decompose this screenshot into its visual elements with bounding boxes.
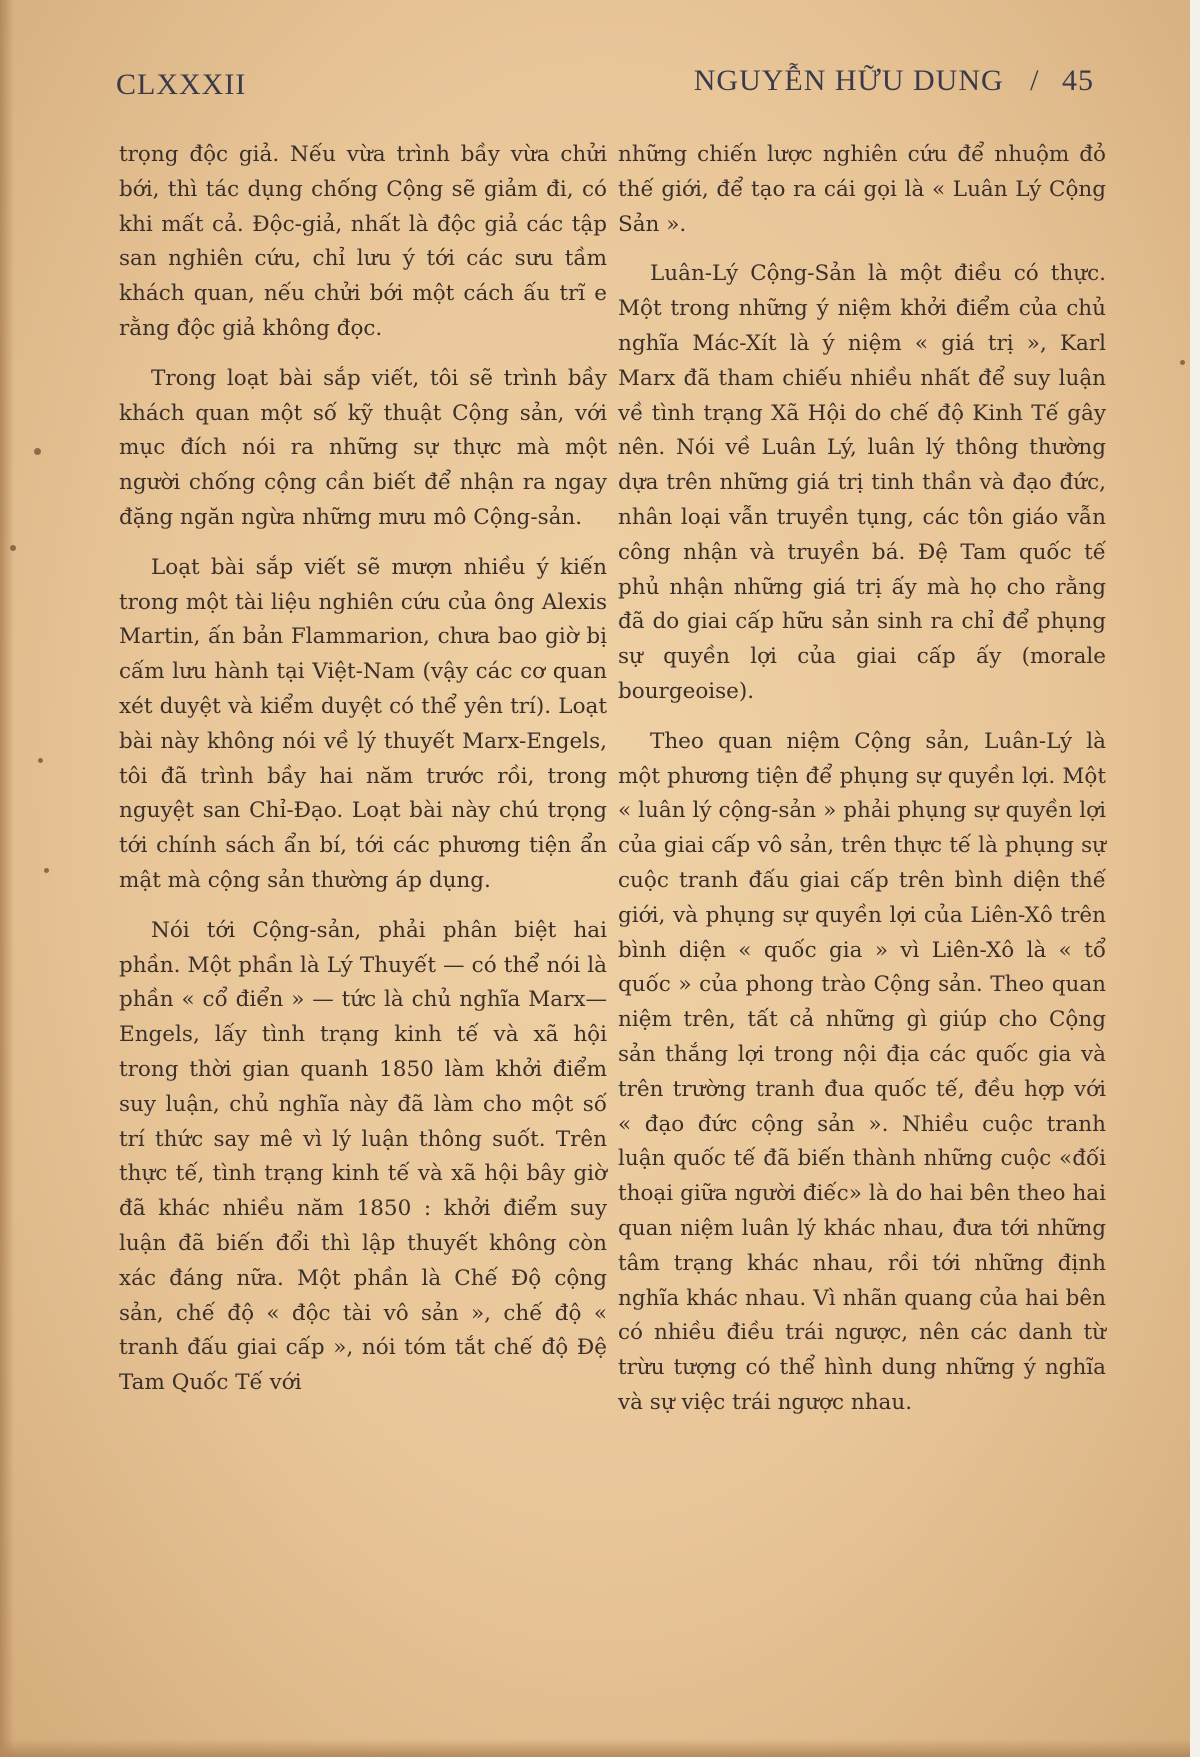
paragraph: Theo quan niệm Cộng sản, Luân-Lý là một phương tiện để phụng sự quyền lợi. Một « luân lý cộng-sản » phải phụng sự quyền lợi của giai cấp vô sản, trên thực tế là phụng sự cuộc tranh đấu giai cấp trên bình diện thế giới, và phụng sự quyền lợi của Liên-Xô trên bình diện « quốc gia » vì Liên-Xô là « tổ quốc » của phong trào Cộng sản. Theo quan niệm trên, tất cả những gì giúp cho Cộng sản thắng lợi trong nội địa các quốc gia và trên trường tranh đua quốc tế, đều hợp với « đạo đức cộng sản ». Nhiều cuộc tranh luận quốc tế đã biến thành những cuộc «đối thoại giữa người điếc» là do hai bên theo hai quan niệm luân lý khác nhau, đưa tới những tâm trạng khác nhau, rồi tới những định nghĩa khác nhau. Vì nhãn quang của hai bên có nhiều điều trái ngược, nên các danh từ trừu tượng có thể hình dung những ý nghĩa và sự việc trái ngược nhau. [618, 728, 1106, 1415]
header-separator: / [1030, 64, 1040, 97]
paper-speck [10, 545, 16, 551]
paragraph: trọng độc giả. Nếu vừa trình bầy vừa chửi bới, thì tác dụng chống Cộng sẽ giảm đi, có khi mất cả. Độc-giả, nhất là độc giả các tập san nghiên cứu, chỉ lưu ý tới các sưu tầm khách quan, nếu chửi bới một cách ấu trĩ e rằng độc giả không đọc. [119, 142, 607, 341]
paragraph: Nói tới Cộng-sản, phải phân biệt hai phần. Một phần là Lý Thuyết — có thể nói là phần « cổ điển » — tức là chủ nghĩa Marx—Engels, lấy tình trạng kinh tế và xã hội trong thời gian quanh 1850 làm khởi điểm suy luận, chủ nghĩa này đã làm cho một số trí thức say mê vì lý luận thông suốt. Trên thực tế, tình trạng kinh tế và xã hội bây giờ đã khác nhiều năm 1850 : khởi điểm suy luận đã biến đổi thì lập thuyết không còn xác đáng nữa. Một phần là Chế Độ cộng sản, chế độ « độc tài vô sản », chế độ « tranh đấu giai cấp », nói tóm tắt chế độ Đệ Tam Quốc Tế với [119, 917, 607, 1396]
paragraph: Loạt bài sắp viết sẽ mượn nhiều ý kiến trong một tài liệu nghiên cứu của ông Alexis Martin, ấn bản Flammarion, chưa bao giờ bị cấm lưu hành tại Việt-Nam (vậy các cơ quan xét duyệt và kiểm duyệt có thể yên trí). Loạt bài này không nói về lý thuyết Marx-Engels, tôi đã trình bầy hai năm trước rồi, trong nguyệt san Chỉ-Đạo. Loạt bài này chú trọng tới chính sách ẩn bí, tới các phương tiện ẩn mật mà cộng sản thường áp dụng. [119, 554, 607, 893]
volume-number: CLXXXII [116, 68, 247, 101]
paragraph: Trong loạt bài sắp viết, tôi sẽ trình bầy khách quan một số kỹ thuật Cộng sản, với mục đích nói ra những sự thực mà một người chống cộng cần biết để nhận ra ngay đặng ngăn ngừa những mưu mô Cộng-sản. [119, 365, 607, 530]
header-author-and-page [694, 64, 1094, 98]
paper-speck [34, 448, 41, 455]
header-author: NGUYỄN HỮU DUNG [693, 64, 1004, 97]
page-edge-margin-right [1190, 0, 1200, 1757]
paper-speck [38, 758, 43, 763]
page-number: 45 [1062, 64, 1094, 97]
page-edge-shadow-left [0, 0, 14, 1757]
paper-speck [44, 868, 49, 873]
paper-speck [1180, 360, 1185, 365]
paragraph: Luân-Lý Cộng-Sản là một điều có thực. Một trong những ý niệm khởi điểm của chủ nghĩa Mác-Xít là ý niệm « giá trị », Karl Marx đã tham chiếu nhiều nhất để suy luận về tình trạng Xã Hội do chế độ Kinh Tế gây nên. Nói về Luân Lý, luân lý thông thường dựa trên những giá trị tinh thần và đạo đức, nhân loại vẫn truyền tụng, các tôn giáo vẫn công nhận và truyền bá. Đệ Tam quốc tế phủ nhận những giá trị ấy mà họ cho rằng đã do giai cấp hữu sản sinh ra chỉ để phụng sự quyền lợi của giai cấp ấy (morale bourgeoise). [618, 261, 1106, 704]
right-column [618, 138, 1106, 1436]
left-column [119, 138, 607, 1416]
page-edge-shadow-bottom [0, 1739, 1200, 1757]
running-header [116, 64, 1094, 108]
paragraph: những chiến lược nghiên cứu để nhuộm đỏ thế giới, để tạo ra cái gọi là « Luân Lý Cộng Sản ». [618, 142, 1106, 237]
